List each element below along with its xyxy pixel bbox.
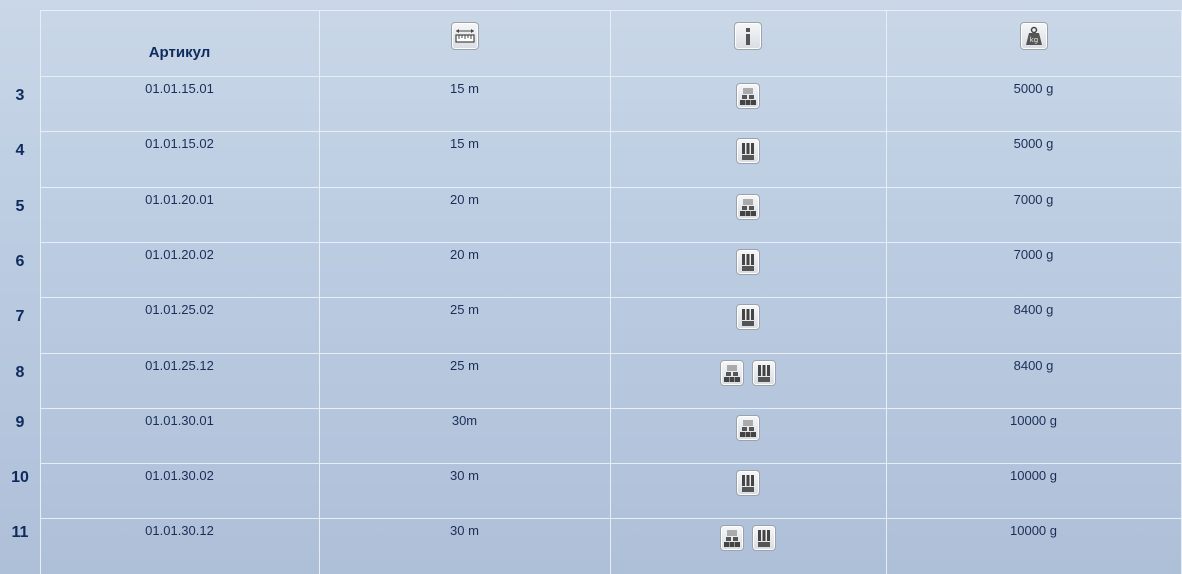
row-number: 4 bbox=[15, 142, 25, 159]
article-number: 01.01.20.01 bbox=[145, 192, 214, 207]
column-header-info bbox=[610, 22, 886, 50]
packaging-icons bbox=[610, 525, 886, 551]
article-number: 01.01.25.12 bbox=[145, 358, 214, 373]
table-row bbox=[0, 463, 1182, 518]
measuring-tape-icon bbox=[451, 22, 479, 50]
weight-value: 8400 g bbox=[1013, 302, 1054, 317]
table-header bbox=[0, 10, 1182, 76]
column-header-weight bbox=[886, 22, 1181, 50]
length-value: 25 m bbox=[450, 358, 479, 373]
article-number: 01.01.15.01 bbox=[145, 81, 214, 96]
upright-pack-icon bbox=[736, 249, 760, 275]
stacked-pack-icon bbox=[736, 415, 760, 441]
article-number: 01.01.30.01 bbox=[145, 413, 214, 428]
article-number: 01.01.15.02 bbox=[145, 136, 214, 151]
stacked-pack-icon bbox=[720, 360, 744, 386]
stacked-pack-icon bbox=[720, 525, 744, 551]
packaging-icons bbox=[610, 415, 886, 441]
packaging-icons bbox=[610, 138, 886, 164]
weight-value: 5000 g bbox=[1013, 136, 1054, 151]
weight-value: 8400 g bbox=[1013, 358, 1054, 373]
column-header-length bbox=[319, 22, 610, 50]
row-number: 10 bbox=[11, 469, 29, 486]
weight-value: 5000 g bbox=[1013, 81, 1054, 96]
article-number: 01.01.20.02 bbox=[145, 247, 214, 262]
table-row bbox=[0, 353, 1182, 408]
row-number: 6 bbox=[15, 253, 25, 270]
weight-value: 10000 g bbox=[1010, 468, 1057, 483]
packaging-icons bbox=[610, 304, 886, 330]
packaging-icons bbox=[610, 83, 886, 109]
article-number: 01.01.25.02 bbox=[145, 302, 214, 317]
row-number: 3 bbox=[15, 87, 25, 104]
table-row bbox=[0, 408, 1182, 463]
length-value: 25 m bbox=[450, 302, 479, 317]
upright-pack-icon bbox=[736, 138, 760, 164]
packaging-icons bbox=[610, 249, 886, 275]
length-value: 30 m bbox=[450, 468, 479, 483]
weight-value: 7000 g bbox=[1013, 192, 1054, 207]
packaging-icons bbox=[610, 360, 886, 386]
table-row bbox=[0, 297, 1182, 352]
weight-value: 10000 g bbox=[1010, 413, 1057, 428]
table-row bbox=[0, 131, 1182, 186]
column-header-article: Артикул bbox=[148, 44, 211, 61]
packaging-icons bbox=[610, 470, 886, 496]
row-number: 7 bbox=[15, 308, 25, 325]
weight-icon bbox=[1020, 22, 1048, 50]
length-value: 15 m bbox=[450, 136, 479, 151]
stacked-pack-icon bbox=[736, 194, 760, 220]
info-icon bbox=[734, 22, 762, 50]
svg-text:kg: kg bbox=[1029, 36, 1038, 44]
row-number: 9 bbox=[15, 414, 25, 431]
row-number: 5 bbox=[15, 198, 25, 215]
article-number: 01.01.30.02 bbox=[145, 468, 214, 483]
packaging-icons bbox=[610, 194, 886, 220]
upright-pack-icon bbox=[752, 360, 776, 386]
row-number: 11 bbox=[11, 524, 29, 541]
article-number: 01.01.30.12 bbox=[145, 523, 214, 538]
stacked-pack-icon bbox=[736, 83, 760, 109]
length-value: 30m bbox=[451, 413, 478, 428]
upright-pack-icon bbox=[736, 470, 760, 496]
length-value: 15 m bbox=[450, 81, 479, 96]
length-value: 30 m bbox=[450, 523, 479, 538]
upright-pack-icon bbox=[752, 525, 776, 551]
upright-pack-icon bbox=[736, 304, 760, 330]
weight-value: 7000 g bbox=[1013, 247, 1054, 262]
table-row bbox=[0, 76, 1182, 131]
table-row bbox=[0, 187, 1182, 242]
table-row bbox=[0, 242, 1182, 297]
weight-value: 10000 g bbox=[1010, 523, 1057, 538]
length-value: 20 m bbox=[450, 192, 479, 207]
table-row bbox=[0, 518, 1182, 573]
row-number: 8 bbox=[15, 364, 25, 381]
length-value: 20 m bbox=[450, 247, 479, 262]
